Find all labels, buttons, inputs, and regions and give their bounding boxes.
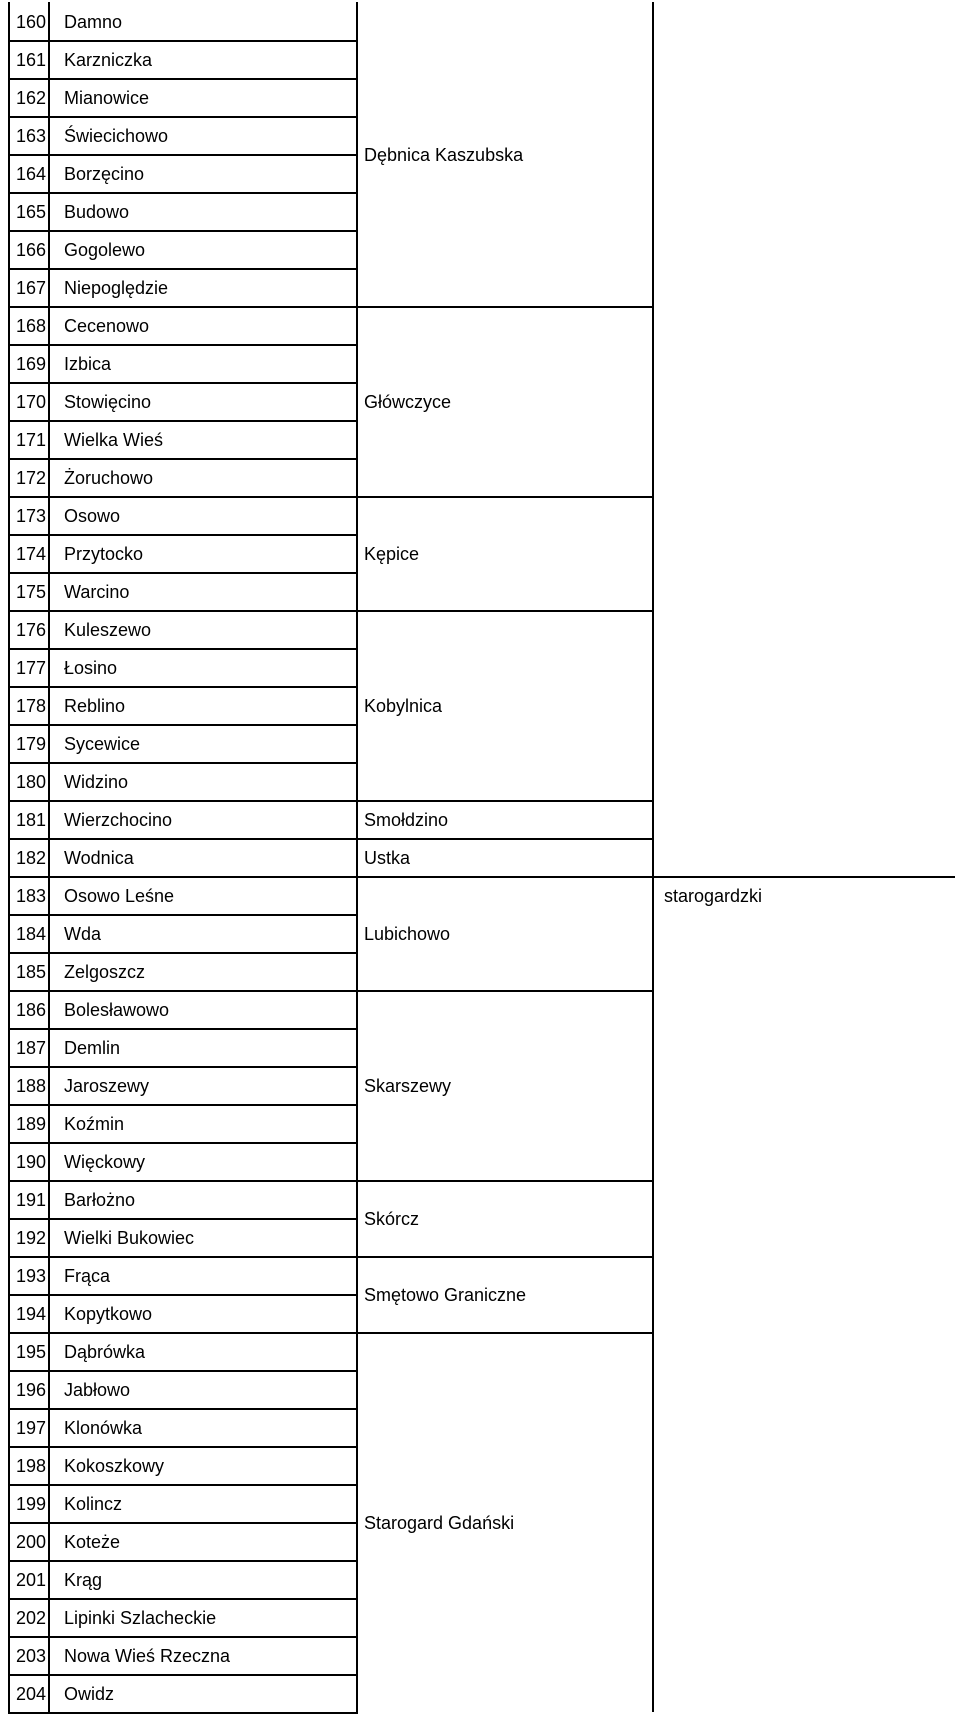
row-number: 162 <box>15 88 46 108</box>
village-name: Cecenowo <box>64 316 150 336</box>
row-number: 178 <box>15 696 46 716</box>
row-number: 186 <box>15 1000 46 1020</box>
row-number: 183 <box>15 886 46 906</box>
village-name: Wielka Wieś <box>64 430 164 450</box>
village-name: Osowo <box>64 506 121 526</box>
gmina-border <box>356 610 654 612</box>
row-border <box>8 534 358 536</box>
village-name: Warcino <box>64 582 130 602</box>
row-number: 204 <box>15 1684 46 1704</box>
village-name: Lipinki Szlacheckie <box>64 1608 217 1628</box>
gmina-name: Główczyce <box>364 392 452 412</box>
row-border <box>8 838 358 840</box>
village-name: Gogolewo <box>64 240 146 260</box>
row-border <box>8 800 358 802</box>
row-border <box>8 1370 358 1372</box>
gmina-name: Kobylnica <box>364 696 443 716</box>
row-number: 190 <box>15 1152 46 1172</box>
row-number: 187 <box>15 1038 46 1058</box>
gmina-border <box>356 990 654 992</box>
row-border <box>8 230 358 232</box>
column-border-gmina <box>652 2 654 1712</box>
row-border <box>8 154 358 156</box>
row-number: 184 <box>15 924 46 944</box>
village-name: Dąbrówka <box>64 1342 146 1362</box>
village-name: Niepoględzie <box>64 278 169 298</box>
row-border <box>8 1028 358 1030</box>
village-name: Barłożno <box>64 1190 136 1210</box>
gmina-border <box>356 1332 654 1334</box>
row-number: 194 <box>15 1304 46 1324</box>
row-border <box>8 458 358 460</box>
row-number: 181 <box>15 810 46 830</box>
row-border <box>8 610 358 612</box>
gmina-border <box>356 876 654 878</box>
village-name: Bolesławowo <box>64 1000 170 1020</box>
village-name: Zelgoszcz <box>64 962 146 982</box>
row-border <box>8 1218 358 1220</box>
village-name: Więckowy <box>64 1152 146 1172</box>
row-number: 191 <box>15 1190 46 1210</box>
row-number: 200 <box>15 1532 46 1552</box>
row-number: 165 <box>15 202 46 222</box>
village-name: Koźmin <box>64 1114 125 1134</box>
village-name: Wierzchocino <box>64 810 173 830</box>
row-number: 175 <box>15 582 46 602</box>
village-name: Frąca <box>64 1266 111 1286</box>
row-border <box>8 1256 358 1258</box>
row-number: 173 <box>15 506 46 526</box>
row-border <box>8 268 358 270</box>
village-name: Klonówka <box>64 1418 143 1438</box>
gmina-name: Smętowo Graniczne <box>364 1285 527 1305</box>
gmina-border <box>356 1256 654 1258</box>
row-border <box>8 724 358 726</box>
village-name: Karzniczka <box>64 50 153 70</box>
row-border <box>8 1104 358 1106</box>
village-name: Stowięcino <box>64 392 152 412</box>
village-name: Osowo Leśne <box>64 886 175 906</box>
village-name: Sycewice <box>64 734 141 754</box>
village-name: Wielki Bukowiec <box>64 1228 195 1248</box>
row-border <box>8 1522 358 1524</box>
row-number: 188 <box>15 1076 46 1096</box>
village-name: Kokoszkowy <box>64 1456 165 1476</box>
village-name: Przytocko <box>64 544 144 564</box>
row-number: 161 <box>15 50 46 70</box>
row-border <box>8 990 358 992</box>
row-number: 174 <box>15 544 46 564</box>
gmina-name: Skórcz <box>364 1209 420 1229</box>
row-number: 172 <box>15 468 46 488</box>
row-number: 160 <box>15 12 46 32</box>
row-number: 202 <box>15 1608 46 1628</box>
row-number: 189 <box>15 1114 46 1134</box>
row-border <box>8 1408 358 1410</box>
gmina-name: Kępice <box>364 544 420 564</box>
row-number: 185 <box>15 962 46 982</box>
gmina-name: Starogard Gdański <box>364 1513 515 1533</box>
gmina-name: Dębnica Kaszubska <box>364 145 524 165</box>
row-number: 203 <box>15 1646 46 1666</box>
row-number: 182 <box>15 848 46 868</box>
gmina-border <box>356 306 654 308</box>
row-border <box>8 1674 358 1676</box>
village-name: Jabłowo <box>64 1380 131 1400</box>
row-number: 170 <box>15 392 46 412</box>
row-number: 193 <box>15 1266 46 1286</box>
row-border <box>8 306 358 308</box>
gmina-border <box>356 496 654 498</box>
village-name: Widzino <box>64 772 129 792</box>
village-name: Kuleszewo <box>64 620 152 640</box>
column-border-village <box>356 2 358 1712</box>
row-border <box>8 1598 358 1600</box>
village-name: Koteże <box>64 1532 121 1552</box>
row-number: 198 <box>15 1456 46 1476</box>
row-border <box>8 876 358 878</box>
row-border <box>8 420 358 422</box>
row-border <box>8 192 358 194</box>
row-border <box>8 914 358 916</box>
row-number: 167 <box>15 278 46 298</box>
row-number: 201 <box>15 1570 46 1590</box>
row-number: 166 <box>15 240 46 260</box>
row-number: 177 <box>15 658 46 678</box>
village-name: Krąg <box>64 1570 103 1590</box>
row-number: 179 <box>15 734 46 754</box>
row-border <box>8 1636 358 1638</box>
village-name: Kolincz <box>64 1494 123 1514</box>
village-name: Wda <box>64 924 102 944</box>
village-name: Nowa Wieś Rzeczna <box>64 1646 231 1666</box>
row-border <box>8 686 358 688</box>
row-border <box>8 344 358 346</box>
row-border <box>8 1180 358 1182</box>
village-name: Demlin <box>64 1038 121 1058</box>
row-border <box>8 116 358 118</box>
village-name: Damno <box>64 12 123 32</box>
column-border-left <box>8 2 10 1712</box>
row-border <box>8 572 358 574</box>
row-number: 171 <box>15 430 46 450</box>
village-name: Wodnica <box>64 848 134 868</box>
row-number: 196 <box>15 1380 46 1400</box>
row-border <box>8 648 358 650</box>
row-border <box>8 1446 358 1448</box>
row-number: 168 <box>15 316 46 336</box>
row-border <box>8 1294 358 1296</box>
row-border <box>8 762 358 764</box>
row-number: 192 <box>15 1228 46 1248</box>
row-border <box>8 496 358 498</box>
row-border <box>8 952 358 954</box>
village-name: Jaroszewy <box>64 1076 150 1096</box>
village-name: Owidz <box>64 1684 115 1704</box>
row-number: 163 <box>15 126 46 146</box>
row-border <box>8 40 358 42</box>
row-border <box>8 1142 358 1144</box>
village-name: Świecichowo <box>64 126 169 146</box>
row-number: 164 <box>15 164 46 184</box>
row-border <box>8 1560 358 1562</box>
village-name: Budowo <box>64 202 130 222</box>
row-border <box>8 1712 358 1714</box>
row-number: 169 <box>15 354 46 374</box>
village-name: Łosino <box>64 658 118 678</box>
row-border <box>8 1066 358 1068</box>
village-name: Mianowice <box>64 88 150 108</box>
village-name: Izbica <box>64 354 112 374</box>
county-name: starogardzki <box>664 886 763 906</box>
gmina-border <box>356 838 654 840</box>
village-name: Borzęcino <box>64 164 145 184</box>
village-name: Kopytkowo <box>64 1304 153 1324</box>
gmina-name: Ustka <box>364 848 411 868</box>
row-border <box>8 78 358 80</box>
row-number: 180 <box>15 772 46 792</box>
row-number: 199 <box>15 1494 46 1514</box>
gmina-border <box>356 800 654 802</box>
gmina-border <box>356 1180 654 1182</box>
county-border <box>652 876 955 878</box>
row-border <box>8 1332 358 1334</box>
row-border <box>8 382 358 384</box>
village-name: Żoruchowo <box>64 468 154 488</box>
column-border-number <box>48 2 50 1712</box>
row-number: 176 <box>15 620 46 640</box>
village-name: Reblino <box>64 696 126 716</box>
row-number: 197 <box>15 1418 46 1438</box>
gmina-name: Lubichowo <box>364 924 451 944</box>
row-number: 195 <box>15 1342 46 1362</box>
row-border <box>8 1484 358 1486</box>
gmina-name: Smołdzino <box>364 810 449 830</box>
gmina-name: Skarszewy <box>364 1076 452 1096</box>
